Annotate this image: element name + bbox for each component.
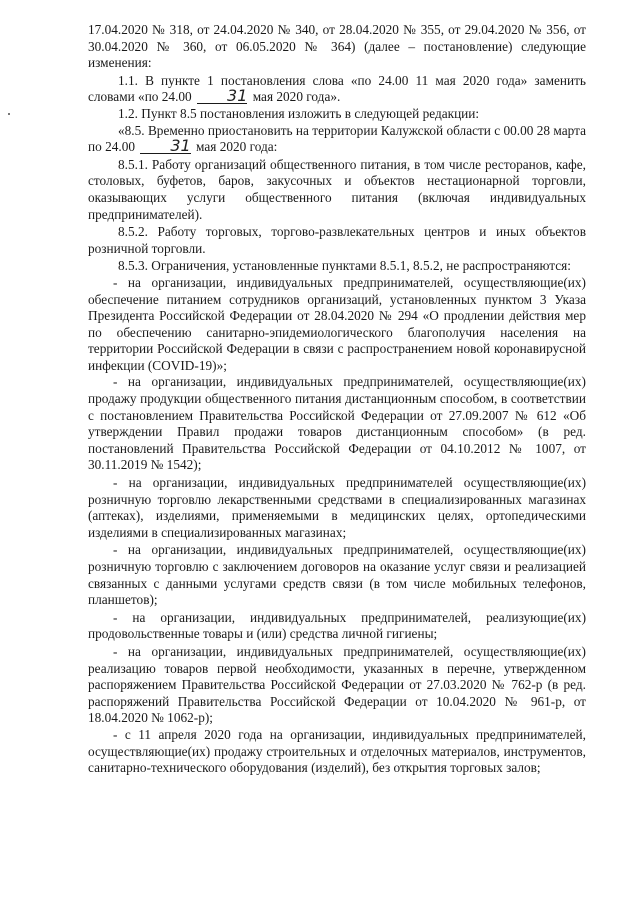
exception-item-6: - на организации, индивидуальных предпринимателей, осуществляющие(их) реализацию товаров первой необходимости, указанных в перечне, утвержденном распоряжением Правительства Российской Федерации от 27.03.2020 № 762-р (в ред. распоряжений Правительства Российской Федерации от 10.04.2020 № 961-р, от 18.04.2020 № 1062-р); <box>88 643 586 726</box>
clause-1-2: 1.2. Пункт 8.5 постановления изложить в следующей редакции: <box>118 105 480 121</box>
handwritten-date-1: 31 <box>197 89 247 104</box>
exception-item-7: - с 11 апреля 2020 года на организации, индивидуальных предпринимателей, осуществляющие(их) продажу строительных и отделочных материалов, инструментов, санитарно-технического оборудования (изделий), без открытия торговых залов; <box>88 726 586 776</box>
exception-item-1: - на организации, индивидуальных предпринимателей, осуществляющие(их) обеспечение питанием сотрудников организаций, установленных пунктом 3 Указа Президента Российской Федерации от 28.04.2020 № 294 «О продлении действия мер по обеспечению санитарно-эпидемиологического благополучия населения на территории Российской Федерации в связи с распространением новой коронавирусной инфекции (COVID-19)»; <box>88 274 586 373</box>
clause-1-1-text-a: 1.1. В пункте 1 постановления слова «по 24.00 11 мая 2020 года» заменить словами «по 24.00 <box>88 72 586 105</box>
clause-8-5-text-b: мая 2020 года: <box>192 139 278 155</box>
handwritten-date-2: 31 <box>140 139 190 154</box>
clause-1-1 <box>88 73 586 106</box>
exception-item-4: - на организации, индивидуальных предпринимателей, осуществляющие(их) розничную торговлю с заключением договоров на оказание услуг связи и реализацией связанных с данными услугами средств связи (в том числе мобильных телефонов, планшетов); <box>88 542 586 608</box>
clause-8-5-3: 8.5.3. Ограничения, установленные пунктами 8.5.1, 8.5.2, не распространяются: <box>118 258 571 274</box>
document-body <box>88 22 586 777</box>
clause-8-5 <box>88 123 586 156</box>
exception-item-3: - на организации, индивидуальных предпринимателей осуществляющие(их) розничную торговлю лекарственными средствами в специализированных магазинах (аптеках), изделиями, применяемыми в медицинских целях, ортопедическими изделиями в специализированных магазинах; <box>88 475 586 540</box>
clause-1-1-text-b: мая 2020 года». <box>249 89 341 105</box>
clause-8-5-text-a: «8.5. Временно приостановить на территории Калужской области с 00.00 28 марта по 24.00 <box>88 122 586 155</box>
clause-8-5-1: 8.5.1. Работу организаций общественного питания, в том числе ресторанов, кафе, столовых, буфетов, баров, закусочных и объектов нестационарной торговли, оказывающих услуги общественного питания (включая индивидуальных предпринимателей). <box>88 156 586 222</box>
scan-speck <box>8 113 10 115</box>
intro-paragraph: 17.04.2020 № 318, от 24.04.2020 № 340, от 28.04.2020 № 355, от 29.04.2020 № 356, от 30.04.2020 № 360, от 06.05.2020 № 364) (далее – постановление) следующие изменения: <box>88 22 586 71</box>
exception-item-2: - на организации, индивидуальных предпринимателей, осуществляющие(их) продажу продукции общественного питания дистанционным способом, в соответствии с постановлением Правительства Российской Федерации от 27.09.2007 № 612 «Об утверждении Правил продажи товаров дистанционным способом» (в ред. постановлений Правительства Российской Федерации от 04.10.2012 № 1007, от 30.11.2019 № 1542); <box>88 374 586 473</box>
exception-item-5: - на организации, индивидуальных предпринимателей, реализующие(их) продовольственные товары и (или) средства личной гигиены; <box>88 609 586 642</box>
clause-8-5-2: 8.5.2. Работу торговых, торгово-развлекательных центров и иных объектов розничной торговли. <box>88 224 586 256</box>
